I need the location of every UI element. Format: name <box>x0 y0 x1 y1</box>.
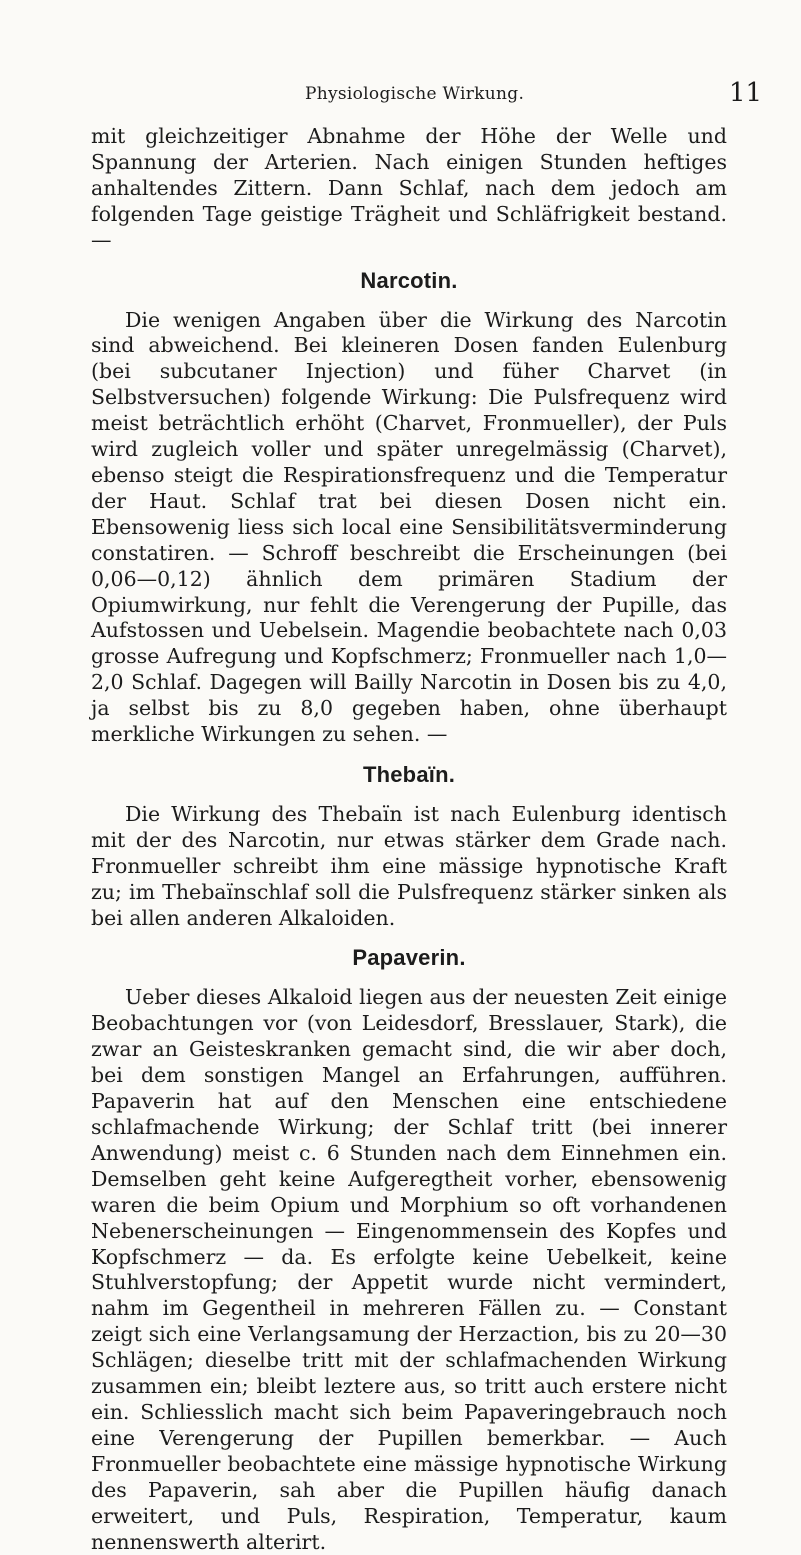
running-title: Physiologische Wirkung. <box>305 84 525 104</box>
page-header <box>0 78 801 112</box>
section-heading-narcotin: Narcotin. <box>360 267 458 293</box>
paragraph-narcotin: Die wenigen Angaben über die Wirkung des Narcotin sind abweichend. Bei kleineren Dosen fanden Eulenburg (bei subcutaner Injection) und füher Charvet (in Selbstversuchen) folgende Wirkung: Die Pulsfrequenz wird meist beträchtlich erhöht (Charvet, Fronmueller), der Puls wird zugleich voller und später unregelmässig (Charvet), ebenso steigt die Respirationsfrequenz und die Temperatur der Haut. Schlaf trat bei diesen Dosen nicht ein. Ebensowenig liess sich local eine Sensibilitätsverminderung constatiren. — Schroff beschreibt die Erscheinungen (bei 0,06—0,12) ähnlich dem primären Stadium der Opiumwirkung, nur fehlt die Verengerung der Pupille, das Aufstossen und Uebelsein. Magendie beobachtete nach 0,03 grosse Aufregung und Kopfschmerz; Fronmueller nach 1,0—2,0 Schlaf. Dagegen will Bailly Narcotin in Dosen bis zu 4,0, ja selbst bis zu 8,0 gegeben haben, ohne überhaupt merkliche Wirkungen zu sehen. — <box>91 307 727 747</box>
paragraph-thebain: Die Wirkung des Thebaïn ist nach Eulenburg identisch mit der des Narcotin, nur etwas stärker dem Grade nach. Fronmueller schreibt ihm eine mässige hypnotische Kraft zu; im Thebaïnschlaf soll die Pulsfrequenz stärker sinken als bei allen anderen Alkaloiden. <box>91 801 727 930</box>
page-body <box>91 124 727 1555</box>
paragraph-papaverin: Ueber dieses Alkaloid liegen aus der neuesten Zeit einige Beobachtungen vor (von Leidesdorf, Bresslauer, Stark), die zwar an Geisteskranken gemacht sind, die wir aber doch, bei dem sonstigen Mangel an Erfahrungen, aufführen. Papaverin hat auf den Menschen eine entschiedene schlafmachende Wirkung; der Schlaf tritt (bei innerer Anwendung) meist c. 6 Stunden nach dem Einnehmen ein. Demselben geht keine Aufgeregtheit vorher, ebensowenig waren die beim Opium und Morphium so oft vorhandenen Nebenerscheinungen — Eingenommensein des Kopfes und Kopfschmerz — da. Es erfolgte keine Uebelkeit, keine Stuhlverstopfung; der Appetit wurde nicht vermindert, nahm im Gegentheil in mehreren Fällen zu. — Constant zeigt sich eine Verlangsamung der Herzaction, bis zu 20—30 Schlägen; dieselbe tritt mit der schlafmachenden Wirkung zusammen ein; bleibt leztere aus, so tritt auch erstere nicht ein. Schliesslich macht sich beim Papaveringebrauch noch eine Verengerung der Pupillen bemerkbar. — Auch Fronmueller beobachtete eine mässige hypnotische Wirkung des Papaverin, sah aber die Pupillen häufig danach erweitert, und Puls, Respiration, Temperatur, kaum nennenswerth alterirt. <box>91 985 727 1554</box>
page-number: 11 <box>729 78 763 108</box>
section-heading-papaverin: Papaverin. <box>352 945 466 971</box>
continuation-paragraph: mit gleichzeitiger Abnahme der Höhe der Welle und Spannung der Arterien. Nach einigen Stunden heftiges anhaltendes Zittern. Dann Schlaf, nach dem jedoch am folgenden Tage geistige Trägheit und Schläfrigkeit bestand. — <box>91 124 727 252</box>
section-heading-thebain: Thebaïn. <box>362 761 456 787</box>
